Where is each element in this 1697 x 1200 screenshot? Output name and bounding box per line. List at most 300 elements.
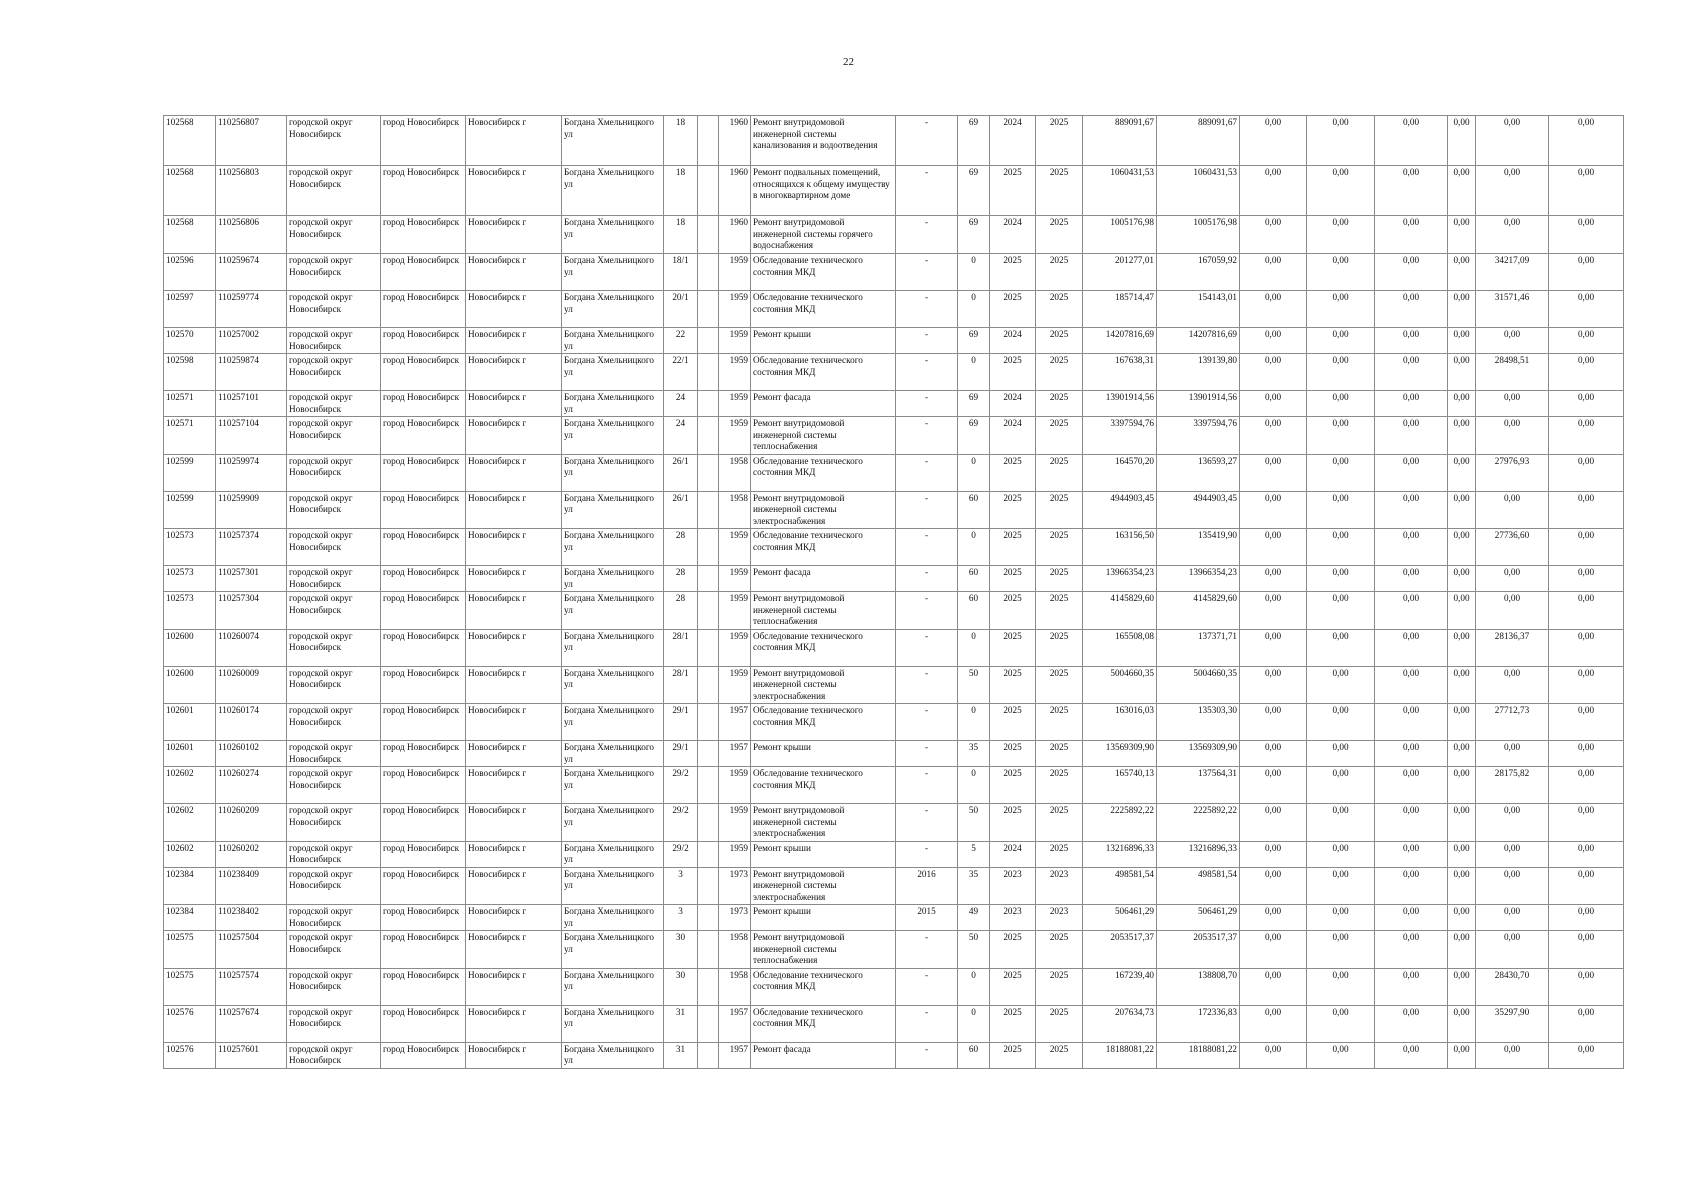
cell-plan-from: 2025 [990, 566, 1036, 592]
cell-amount-5: 0,00 [1476, 666, 1549, 704]
cell-id: 102575 [164, 968, 216, 1005]
cell-letter [698, 841, 719, 867]
cell-amount-4: 0,00 [1448, 767, 1476, 804]
cell-cost-fund: 13216896,33 [1157, 841, 1240, 867]
cell-amount-1: 0,00 [1240, 666, 1307, 704]
cell-amount-1: 0,00 [1240, 566, 1307, 592]
cell-plan-to: 2023 [1036, 905, 1083, 931]
cell-amount-1: 0,00 [1240, 354, 1307, 391]
table-row [164, 931, 1624, 969]
cell-build-year: 1959 [719, 254, 751, 291]
cell-letter [698, 905, 719, 931]
table-row [164, 968, 1624, 1005]
cell-id: 102602 [164, 767, 216, 804]
cell-amount-5: 35297,90 [1476, 1005, 1549, 1042]
cell-amount-4: 0,00 [1448, 666, 1476, 704]
cell-city: Новосибирск г [466, 116, 562, 166]
table-row [164, 216, 1624, 254]
cell-id: 102571 [164, 391, 216, 417]
cell-letter [698, 254, 719, 291]
cell-cost-total: 1060431,53 [1083, 166, 1157, 216]
cell-wear: 0 [958, 767, 990, 804]
cell-cost-fund: 1060431,53 [1157, 166, 1240, 216]
cell-build-year: 1958 [719, 454, 751, 491]
cell-amount-1: 0,00 [1240, 804, 1307, 842]
cell-id: 102601 [164, 704, 216, 741]
cell-settlement: город Новосибирск [381, 804, 466, 842]
cell-amount-3: 0,00 [1375, 968, 1448, 1005]
cell-settlement: город Новосибирск [381, 1042, 466, 1068]
cell-amount-5: 28175,82 [1476, 767, 1549, 804]
table-row [164, 629, 1624, 666]
cell-build-year: 1959 [719, 566, 751, 592]
table-row [164, 767, 1624, 804]
cell-last-repair: - [896, 116, 958, 166]
cell-amount-2: 0,00 [1307, 931, 1375, 969]
cell-amount-3: 0,00 [1375, 529, 1448, 566]
cell-district: городской округ Новосибирск [287, 968, 381, 1005]
cell-city: Новосибирск г [466, 254, 562, 291]
cell-house: 30 [664, 968, 698, 1005]
cell-build-year: 1959 [719, 804, 751, 842]
cell-plan-to: 2025 [1036, 841, 1083, 867]
cell-city: Новосибирск г [466, 629, 562, 666]
cell-city: Новосибирск г [466, 328, 562, 354]
cell-plan-from: 2025 [990, 666, 1036, 704]
cell-wear: 0 [958, 704, 990, 741]
cell-code: 110256807 [216, 116, 287, 166]
cell-amount-6: 0,00 [1549, 666, 1624, 704]
cell-settlement: город Новосибирск [381, 254, 466, 291]
cell-amount-4: 0,00 [1448, 417, 1476, 455]
cell-amount-1: 0,00 [1240, 166, 1307, 216]
cell-amount-5: 0,00 [1476, 592, 1549, 630]
cell-code: 110260202 [216, 841, 287, 867]
cell-last-repair: - [896, 491, 958, 529]
cell-last-repair: - [896, 804, 958, 842]
cell-wear: 5 [958, 841, 990, 867]
cell-code: 110257374 [216, 529, 287, 566]
cell-work-type: Ремонт внутридомовой инженерной системы канализования и водоотведения [751, 116, 896, 166]
cell-district: городской округ Новосибирск [287, 291, 381, 328]
cell-amount-2: 0,00 [1307, 166, 1375, 216]
cell-amount-5: 27712,73 [1476, 704, 1549, 741]
cell-amount-6: 0,00 [1549, 867, 1624, 905]
cell-plan-from: 2025 [990, 629, 1036, 666]
cell-amount-3: 0,00 [1375, 566, 1448, 592]
cell-code: 110260174 [216, 704, 287, 741]
cell-wear: 69 [958, 116, 990, 166]
cell-plan-from: 2025 [990, 454, 1036, 491]
cell-work-type: Обследование технического состояния МКД [751, 291, 896, 328]
cell-amount-5: 34217,09 [1476, 254, 1549, 291]
cell-last-repair: - [896, 741, 958, 767]
cell-work-type: Обследование технического состояния МКД [751, 1005, 896, 1042]
cell-amount-4: 0,00 [1448, 931, 1476, 969]
cell-last-repair: 2015 [896, 905, 958, 931]
cell-amount-3: 0,00 [1375, 166, 1448, 216]
cell-plan-to: 2025 [1036, 741, 1083, 767]
cell-district: городской округ Новосибирск [287, 116, 381, 166]
cell-build-year: 1959 [719, 417, 751, 455]
cell-letter [698, 704, 719, 741]
cell-work-type: Ремонт фасада [751, 566, 896, 592]
cell-cost-fund: 506461,29 [1157, 905, 1240, 931]
cell-amount-2: 0,00 [1307, 354, 1375, 391]
cell-plan-to: 2025 [1036, 592, 1083, 630]
cell-cost-total: 13901914,56 [1083, 391, 1157, 417]
cell-district: городской округ Новосибирск [287, 328, 381, 354]
cell-amount-4: 0,00 [1448, 1042, 1476, 1068]
page-number: 22 [843, 56, 854, 68]
cell-amount-5: 0,00 [1476, 491, 1549, 529]
cell-plan-to: 2025 [1036, 666, 1083, 704]
cell-amount-5: 27736,60 [1476, 529, 1549, 566]
cell-street: Богдана Хмельницкого ул [562, 566, 664, 592]
cell-letter [698, 391, 719, 417]
cell-amount-3: 0,00 [1375, 905, 1448, 931]
cell-amount-2: 0,00 [1307, 491, 1375, 529]
cell-amount-5: 0,00 [1476, 741, 1549, 767]
cell-code: 110259774 [216, 291, 287, 328]
cell-house: 28/1 [664, 629, 698, 666]
cell-code: 110238402 [216, 905, 287, 931]
cell-street: Богдана Хмельницкого ул [562, 1005, 664, 1042]
cell-street: Богдана Хмельницкого ул [562, 1042, 664, 1068]
cell-work-type: Ремонт крыши [751, 741, 896, 767]
cell-amount-2: 0,00 [1307, 767, 1375, 804]
cell-last-repair: - [896, 216, 958, 254]
cell-build-year: 1960 [719, 216, 751, 254]
cell-amount-5: 0,00 [1476, 417, 1549, 455]
cell-amount-3: 0,00 [1375, 666, 1448, 704]
cell-wear: 69 [958, 391, 990, 417]
cell-build-year: 1959 [719, 767, 751, 804]
cell-cost-total: 207634,73 [1083, 1005, 1157, 1042]
cell-letter [698, 968, 719, 1005]
cell-work-type: Обследование технического состояния МКД [751, 454, 896, 491]
cell-settlement: город Новосибирск [381, 391, 466, 417]
cell-district: городской округ Новосибирск [287, 841, 381, 867]
cell-last-repair: - [896, 291, 958, 328]
cell-amount-3: 0,00 [1375, 741, 1448, 767]
cell-plan-from: 2025 [990, 704, 1036, 741]
cell-plan-from: 2023 [990, 905, 1036, 931]
cell-id: 102601 [164, 741, 216, 767]
cell-amount-2: 0,00 [1307, 804, 1375, 842]
cell-cost-fund: 1005176,98 [1157, 216, 1240, 254]
cell-amount-5: 0,00 [1476, 841, 1549, 867]
table-row [164, 566, 1624, 592]
cell-house: 31 [664, 1005, 698, 1042]
cell-amount-6: 0,00 [1549, 905, 1624, 931]
cell-city: Новосибирск г [466, 767, 562, 804]
cell-amount-3: 0,00 [1375, 328, 1448, 354]
cell-build-year: 1959 [719, 291, 751, 328]
cell-letter [698, 216, 719, 254]
cell-amount-6: 0,00 [1549, 454, 1624, 491]
cell-cost-total: 165740,13 [1083, 767, 1157, 804]
cell-settlement: город Новосибирск [381, 454, 466, 491]
cell-id: 102573 [164, 529, 216, 566]
cell-settlement: город Новосибирск [381, 968, 466, 1005]
cell-street: Богдана Хмельницкого ул [562, 454, 664, 491]
cell-plan-from: 2025 [990, 592, 1036, 630]
cell-amount-5: 0,00 [1476, 931, 1549, 969]
cell-amount-5: 0,00 [1476, 804, 1549, 842]
cell-district: городской округ Новосибирск [287, 629, 381, 666]
cell-plan-from: 2025 [990, 529, 1036, 566]
cell-amount-3: 0,00 [1375, 1005, 1448, 1042]
cell-build-year: 1959 [719, 391, 751, 417]
cell-amount-6: 0,00 [1549, 1005, 1624, 1042]
cell-house: 20/1 [664, 291, 698, 328]
cell-code: 110257674 [216, 1005, 287, 1042]
cell-id: 102570 [164, 328, 216, 354]
cell-district: городской округ Новосибирск [287, 166, 381, 216]
cell-wear: 50 [958, 931, 990, 969]
cell-amount-4: 0,00 [1448, 804, 1476, 842]
cell-amount-3: 0,00 [1375, 704, 1448, 741]
cell-code: 110256806 [216, 216, 287, 254]
cell-cost-total: 889091,67 [1083, 116, 1157, 166]
cell-amount-2: 0,00 [1307, 867, 1375, 905]
cell-code: 110257504 [216, 931, 287, 969]
cell-cost-fund: 135303,30 [1157, 704, 1240, 741]
cell-wear: 0 [958, 968, 990, 1005]
table-row [164, 116, 1624, 166]
cell-settlement: город Новосибирск [381, 216, 466, 254]
cell-build-year: 1959 [719, 666, 751, 704]
cell-district: городской округ Новосибирск [287, 1005, 381, 1042]
table-row [164, 254, 1624, 291]
cell-id: 102384 [164, 867, 216, 905]
cell-cost-total: 14207816,69 [1083, 328, 1157, 354]
cell-plan-to: 2025 [1036, 354, 1083, 391]
cell-settlement: город Новосибирск [381, 867, 466, 905]
cell-street: Богдана Хмельницкого ул [562, 391, 664, 417]
cell-build-year: 1958 [719, 931, 751, 969]
cell-amount-1: 0,00 [1240, 867, 1307, 905]
cell-district: городской округ Новосибирск [287, 704, 381, 741]
table-row [164, 291, 1624, 328]
cell-plan-to: 2025 [1036, 328, 1083, 354]
cell-code: 110257101 [216, 391, 287, 417]
cell-plan-from: 2025 [990, 254, 1036, 291]
cell-code: 110259909 [216, 491, 287, 529]
cell-last-repair: - [896, 391, 958, 417]
cell-work-type: Обследование технического состояния МКД [751, 529, 896, 566]
table-body [164, 116, 1624, 1069]
cell-street: Богдана Хмельницкого ул [562, 666, 664, 704]
cell-cost-fund: 889091,67 [1157, 116, 1240, 166]
cell-district: городской округ Новосибирск [287, 391, 381, 417]
cell-wear: 0 [958, 454, 990, 491]
cell-last-repair: - [896, 666, 958, 704]
cell-amount-1: 0,00 [1240, 328, 1307, 354]
cell-plan-from: 2025 [990, 1042, 1036, 1068]
cell-plan-from: 2023 [990, 867, 1036, 905]
cell-city: Новосибирск г [466, 905, 562, 931]
cell-house: 29/2 [664, 804, 698, 842]
cell-plan-from: 2025 [990, 491, 1036, 529]
cell-letter [698, 931, 719, 969]
cell-amount-5: 27976,93 [1476, 454, 1549, 491]
cell-amount-2: 0,00 [1307, 391, 1375, 417]
cell-code: 110260102 [216, 741, 287, 767]
cell-amount-3: 0,00 [1375, 417, 1448, 455]
cell-amount-6: 0,00 [1549, 354, 1624, 391]
cell-last-repair: - [896, 1005, 958, 1042]
cell-cost-fund: 137564,31 [1157, 767, 1240, 804]
cell-cost-total: 2053517,37 [1083, 931, 1157, 969]
cell-plan-to: 2025 [1036, 1042, 1083, 1068]
cell-plan-from: 2025 [990, 931, 1036, 969]
cell-amount-6: 0,00 [1549, 841, 1624, 867]
cell-settlement: город Новосибирск [381, 328, 466, 354]
cell-code: 110256803 [216, 166, 287, 216]
cell-amount-4: 0,00 [1448, 391, 1476, 417]
cell-amount-3: 0,00 [1375, 454, 1448, 491]
cell-cost-total: 201277,01 [1083, 254, 1157, 291]
cell-amount-6: 0,00 [1549, 166, 1624, 216]
cell-wear: 60 [958, 1042, 990, 1068]
cell-amount-6: 0,00 [1549, 592, 1624, 630]
cell-last-repair: - [896, 968, 958, 1005]
cell-house: 18 [664, 166, 698, 216]
cell-amount-3: 0,00 [1375, 592, 1448, 630]
cell-build-year: 1960 [719, 166, 751, 216]
cell-settlement: город Новосибирск [381, 592, 466, 630]
cell-amount-3: 0,00 [1375, 491, 1448, 529]
cell-cost-fund: 3397594,76 [1157, 417, 1240, 455]
cell-plan-from: 2024 [990, 417, 1036, 455]
cell-build-year: 1959 [719, 354, 751, 391]
cell-amount-3: 0,00 [1375, 629, 1448, 666]
cell-amount-6: 0,00 [1549, 629, 1624, 666]
cell-wear: 69 [958, 417, 990, 455]
cell-amount-5: 0,00 [1476, 216, 1549, 254]
cell-plan-from: 2025 [990, 166, 1036, 216]
cell-street: Богдана Хмельницкого ул [562, 291, 664, 328]
cell-plan-from: 2024 [990, 116, 1036, 166]
cell-settlement: город Новосибирск [381, 666, 466, 704]
cell-district: городской округ Новосибирск [287, 804, 381, 842]
cell-amount-2: 0,00 [1307, 1005, 1375, 1042]
cell-settlement: город Новосибирск [381, 291, 466, 328]
cell-plan-to: 2025 [1036, 968, 1083, 1005]
cell-work-type: Ремонт крыши [751, 841, 896, 867]
cell-amount-2: 0,00 [1307, 254, 1375, 291]
cell-cost-total: 167638,31 [1083, 354, 1157, 391]
cell-work-type: Ремонт внутридомовой инженерной системы электроснабжения [751, 491, 896, 529]
cell-street: Богдана Хмельницкого ул [562, 254, 664, 291]
cell-amount-1: 0,00 [1240, 704, 1307, 741]
cell-street: Богдана Хмельницкого ул [562, 931, 664, 969]
cell-cost-total: 4145829,60 [1083, 592, 1157, 630]
table-row [164, 391, 1624, 417]
cell-cost-fund: 172336,83 [1157, 1005, 1240, 1042]
cell-amount-1: 0,00 [1240, 905, 1307, 931]
cell-street: Богдана Хмельницкого ул [562, 491, 664, 529]
cell-cost-fund: 13569309,90 [1157, 741, 1240, 767]
cell-amount-6: 0,00 [1549, 968, 1624, 1005]
cell-last-repair: - [896, 767, 958, 804]
cell-amount-3: 0,00 [1375, 841, 1448, 867]
cell-work-type: Ремонт внутридомовой инженерной системы электроснабжения [751, 666, 896, 704]
cell-amount-6: 0,00 [1549, 491, 1624, 529]
cell-cost-total: 163016,03 [1083, 704, 1157, 741]
cell-last-repair: - [896, 354, 958, 391]
cell-cost-total: 13966354,23 [1083, 566, 1157, 592]
cell-plan-to: 2025 [1036, 254, 1083, 291]
cell-plan-to: 2025 [1036, 529, 1083, 566]
cell-house: 29/2 [664, 767, 698, 804]
cell-last-repair: - [896, 166, 958, 216]
cell-last-repair: - [896, 529, 958, 566]
cell-amount-6: 0,00 [1549, 931, 1624, 969]
cell-amount-6: 0,00 [1549, 741, 1624, 767]
cell-house: 26/1 [664, 491, 698, 529]
cell-cost-total: 13569309,90 [1083, 741, 1157, 767]
table-row [164, 529, 1624, 566]
table-row [164, 1042, 1624, 1068]
cell-amount-3: 0,00 [1375, 291, 1448, 328]
cell-amount-5: 0,00 [1476, 391, 1549, 417]
cell-wear: 35 [958, 867, 990, 905]
cell-work-type: Ремонт внутридомовой инженерной системы теплоснабжения [751, 592, 896, 630]
cell-plan-from: 2025 [990, 804, 1036, 842]
cell-amount-4: 0,00 [1448, 1005, 1476, 1042]
cell-house: 22 [664, 328, 698, 354]
cell-amount-2: 0,00 [1307, 841, 1375, 867]
table-row [164, 1005, 1624, 1042]
cell-last-repair: - [896, 841, 958, 867]
cell-build-year: 1973 [719, 867, 751, 905]
cell-amount-4: 0,00 [1448, 254, 1476, 291]
cell-id: 102576 [164, 1005, 216, 1042]
cell-street: Богдана Хмельницкого ул [562, 704, 664, 741]
cell-wear: 0 [958, 354, 990, 391]
cell-work-type: Ремонт внутридомовой инженерной системы электроснабжения [751, 804, 896, 842]
cell-last-repair: - [896, 454, 958, 491]
cell-wear: 35 [958, 741, 990, 767]
cell-id: 102568 [164, 166, 216, 216]
cell-amount-2: 0,00 [1307, 592, 1375, 630]
cell-build-year: 1959 [719, 629, 751, 666]
cell-house: 3 [664, 905, 698, 931]
cell-city: Новосибирск г [466, 931, 562, 969]
cell-amount-1: 0,00 [1240, 968, 1307, 1005]
cell-settlement: город Новосибирск [381, 704, 466, 741]
cell-plan-to: 2025 [1036, 454, 1083, 491]
cell-district: городской округ Новосибирск [287, 417, 381, 455]
cell-wear: 0 [958, 1005, 990, 1042]
cell-cost-total: 18188081,22 [1083, 1042, 1157, 1068]
cell-id: 102571 [164, 417, 216, 455]
cell-amount-6: 0,00 [1549, 767, 1624, 804]
cell-house: 28 [664, 592, 698, 630]
cell-amount-4: 0,00 [1448, 354, 1476, 391]
cell-amount-6: 0,00 [1549, 1042, 1624, 1068]
cell-amount-2: 0,00 [1307, 529, 1375, 566]
cell-house: 24 [664, 417, 698, 455]
cell-street: Богдана Хмельницкого ул [562, 216, 664, 254]
cell-build-year: 1973 [719, 905, 751, 931]
cell-district: городской округ Новосибирск [287, 1042, 381, 1068]
cell-amount-1: 0,00 [1240, 592, 1307, 630]
cell-letter [698, 491, 719, 529]
